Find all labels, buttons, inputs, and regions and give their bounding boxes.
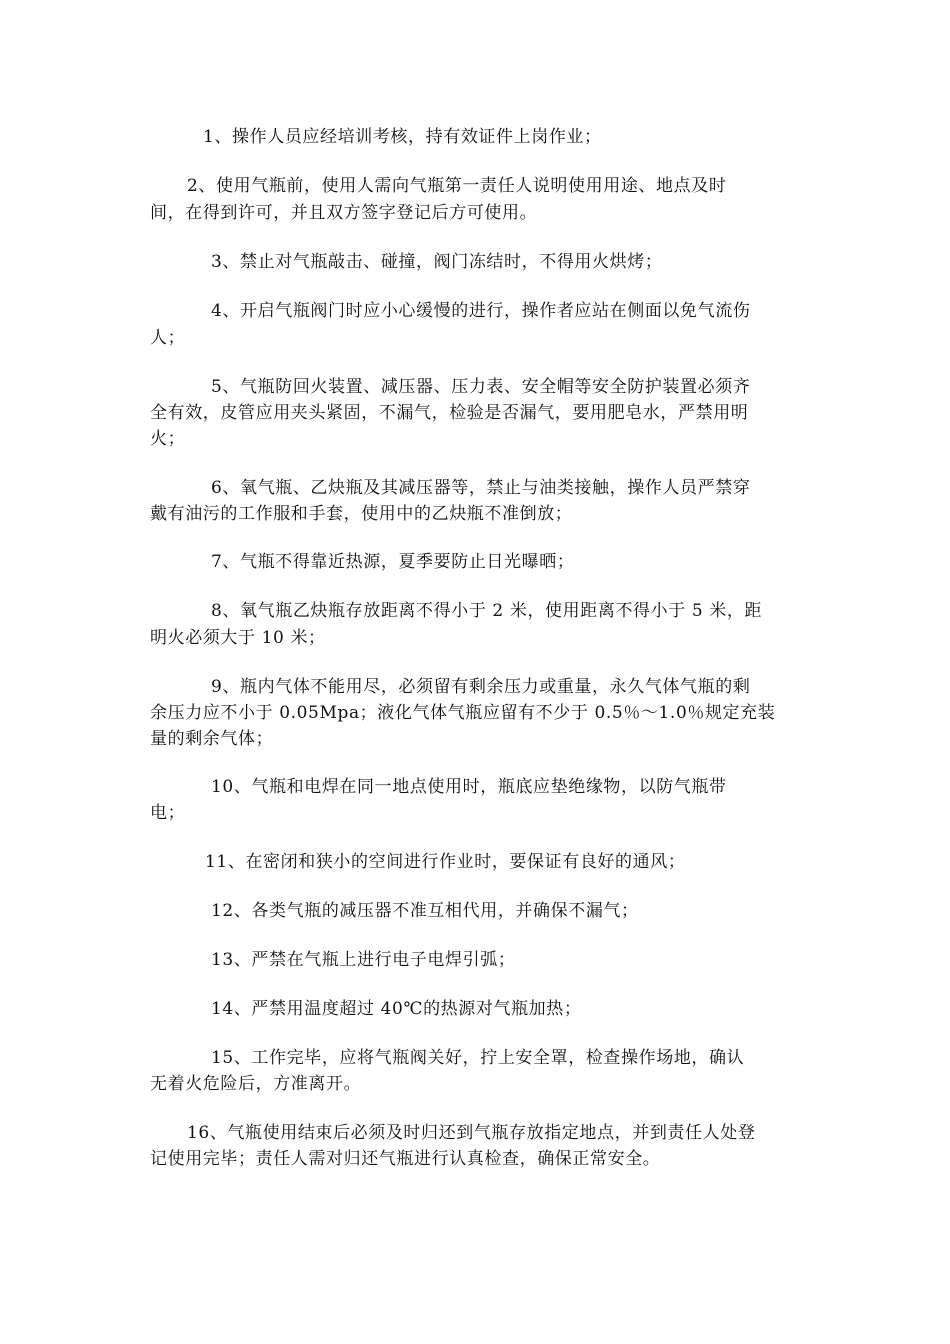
rule-6-line-1: 6、氧气瓶、乙炔瓶及其减压器等，禁止与油类接触，操作人员严禁穿 (211, 478, 751, 498)
rule-8-line-1: 8、氧气瓶乙炔瓶存放距离不得小于 2 米，使用距离不得小于 5 米，距 (211, 601, 763, 621)
rule-2-line-1: 2、使用气瓶前，使用人需向气瓶第一责任人说明使用用途、地点及时 (187, 176, 727, 196)
rule-2-line-2: 间，在得到许可，并且双方签字登记后方可使用。 (150, 203, 538, 223)
rule-16-line-1: 16、气瓶使用结束后必须及时归还到气瓶存放指定地点，并到责任人处登 (187, 1123, 756, 1143)
rule-6-line-2: 戴有油污的工作服和手套，使用中的乙炔瓶不准倒放； (150, 504, 573, 524)
rule-8-line-2: 明火必须大于 10 米； (150, 628, 326, 648)
rule-11-line-1: 11、在密闭和狭小的空间进行作业时，要保证有良好的通风； (205, 852, 686, 872)
rule-15-line-2: 无着火危险后，方准离开。 (150, 1074, 362, 1094)
rule-10-line-1: 10、气瓶和电焊在同一地点使用时，瓶底应垫绝缘物，以防气瓶带 (211, 777, 727, 797)
rule-4-line-1: 4、开启气瓶阀门时应小心缓慢的进行，操作者应站在侧面以免气流伤 (211, 301, 751, 321)
rule-3-line-1: 3、禁止对气瓶敲击、碰撞，阀门冻结时，不得用火烘烤； (211, 252, 663, 272)
rule-9-line-3: 量的剩余气体； (150, 729, 274, 749)
rule-10-line-2: 电； (150, 803, 186, 823)
rule-16-line-2: 记使用完毕；责任人需对归还气瓶进行认真检查，确保正常安全。 (150, 1149, 661, 1169)
rule-9-line-2: 余压力应不小于 0.05Mpa；液化气体气瓶应留有不少于 0.5％～1.0％规定充装 (150, 703, 776, 723)
rule-14-line-1: 14、严禁用温度超过 40℃的热源对气瓶加热； (211, 999, 582, 1019)
rule-4-line-2: 人； (150, 328, 186, 348)
rule-1-line-1: 1、操作人员应经培训考核，持有效证件上岗作业； (203, 127, 602, 147)
rule-15-line-1: 15、工作完毕，应将气瓶阀关好，拧上安全罩，检查操作场地，确认 (211, 1048, 745, 1068)
rule-9-line-1: 9、瓶内气体不能用尽，必须留有剩余压力或重量，永久气体气瓶的剩 (211, 677, 751, 697)
rule-7-line-1: 7、气瓶不得靠近热源，夏季要防止日光曝晒； (211, 552, 575, 572)
rule-5-line-1: 5、气瓶防回火装置、减压器、压力表、安全帽等安全防护装置必须齐 (211, 377, 751, 397)
rule-12-line-1: 12、各类气瓶的减压器不准互相代用，并确保不漏气； (211, 901, 639, 921)
rule-5-line-3: 火； (150, 429, 186, 449)
rule-5-line-2: 全有效，皮管应用夹头紧固，不漏气，检验是否漏气，要用肥皂水，严禁用明 (150, 403, 749, 423)
rule-13-line-1: 13、严禁在气瓶上进行电子电焊引弧； (211, 950, 516, 970)
